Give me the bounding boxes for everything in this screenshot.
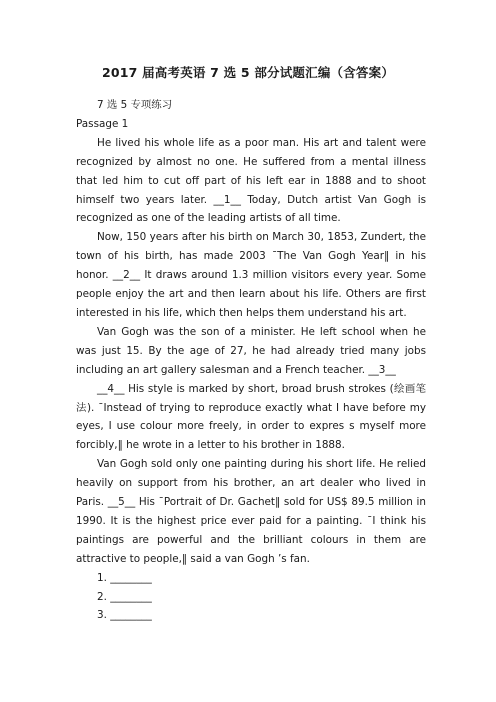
section-heading: 7 选 5 专项练习 bbox=[97, 99, 173, 111]
answer-blank-3: 3. ________ bbox=[97, 609, 152, 622]
paragraph-5: Van Gogh sold only one painting during his short life. He relied heavily on support from his brother, an art dealer who lived in Paris. __5__ His ˉPortrait of Dr. Gachet‖ sold for US$ 89.5 million in 1990. It is the highest price ever paid for a painting. ˉI think his paintings are powerful and the brilliant colours in them are attractive to people,‖ said a van Gogh ’s fan. bbox=[76, 458, 426, 565]
passage-heading: Passage 1 bbox=[76, 117, 129, 130]
paragraph-3: Van Gogh was the son of a minister. He left school when he was just 15. By the age of 27, he had already tried many jobs including an art gallery salesman and a French teacher. __3__ bbox=[76, 325, 426, 376]
paragraph-2: Now, 150 years after his birth on March 30, 1853, Zundert, the town of his birth, has made 2003 ˉThe Van Gogh Year‖ in his honor. __2__ It draws around 1.3 million visitors every year. Some people enjoy the art and then learn about his life. Others are first interested in his life, which then helps them understand his art. bbox=[76, 231, 426, 319]
answer-blank-2: 2. ________ bbox=[97, 590, 152, 603]
answer-blank-1: 1. ________ bbox=[97, 571, 152, 584]
document-body bbox=[76, 96, 426, 625]
paragraph-1: He lived his whole life as a poor man. His art and talent were recognized by almost no one. He suffered from a mental illness that led him to cut off part of his left ear in 1888 and to shoot himself two years later. __1__ Today, Dutch artist Van Gogh is recognized as one of the leading artists of all time. bbox=[76, 136, 426, 225]
document-title: 2017 届高考英语 7 选 5 部分试题汇编（含答案） bbox=[101, 65, 395, 80]
paragraph-4: __4__ His style is marked by short, broad brush strokes (绘画笔法). ˉInstead of trying to reproduce exactly what I have before my eyes, I use colour more freely, in order to expres s myself more forcibly,‖ he wrote in a letter to his brother in 1888. bbox=[76, 382, 426, 452]
